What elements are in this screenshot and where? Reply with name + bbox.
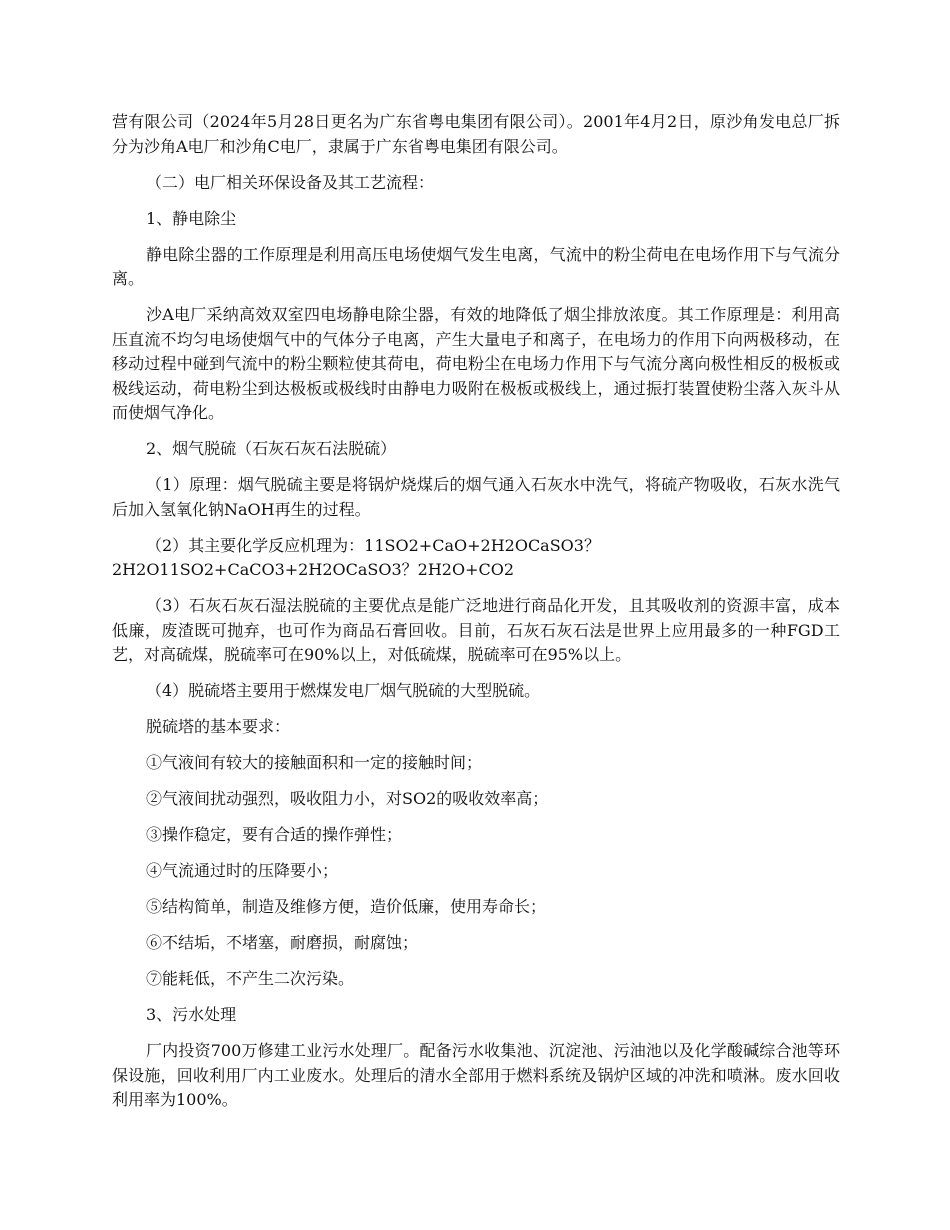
list-item: ③操作稳定，要有合适的操作弹性； <box>146 825 403 844</box>
paragraph-tower-requirements-heading: 脱硫塔的基本要求： <box>146 717 291 736</box>
subheading-electrostatic-dust: 1、静电除尘 <box>146 208 237 228</box>
list-item: ④气流通过时的压降要小； <box>146 861 339 880</box>
section-heading-env-equipment: （二）电厂相关环保设备及其工艺流程： <box>146 172 435 192</box>
paragraph-wastewater-detail: 厂内投资700万修建工业污水处理厂。配备污水收集池、沉淀池、污油池以及化学酸碱综合池等环保设施，回收利用厂内工业废水。处理后的清水全部用于燃料系统及锅炉区域的冲洗和喷淋。废水回收利用率为100%。 <box>112 1041 840 1109</box>
subheading-flue-gas-desulfurization: 2、烟气脱硫（石灰石灰石法脱硫） <box>146 439 397 458</box>
reaction-line-1: （2）其主要化学反应机理为：11SO2+CaO+2H2OCaSO3？ <box>146 535 600 555</box>
document-page <box>112 110 840 1124</box>
list-item: ⑦能耗低，不产生二次污染。 <box>146 969 355 988</box>
paragraph-fgd-reaction <box>112 534 840 559</box>
paragraph-esp-detail: 沙A电厂采纳高效双室四电场静电除尘器，有效的地降低了烟尘排放浓度。其工作原理是：利用高压直流不均匀电场使烟气中的气体分子电离，产生大量电子和离子，在电场力的作用下向两极移动，在移动过程中碰到气流中的粉尘颗粒使其荷电，荷电粉尘在电场力作用下与气流分离向极性相反的极板或极线运动，荷电粉尘到达极板或极线时由静电力吸附在极板或极线上，通过振打装置使粉尘落入灰斗从而使烟气净化。 <box>112 305 840 422</box>
list-item: ①气液间有较大的接触面积和一定的接触时间； <box>146 753 483 772</box>
list-item: ⑤结构简单，制造及维修方便，造价低廉，使用寿命长； <box>146 897 547 916</box>
paragraph-fgd-principle: （1）原理：烟气脱硫主要是将锅炉烧煤后的烟气通入石灰水中洗气，将硫产物吸收，石灰水洗气后加入氢氧化钠NaOH再生的过程。 <box>112 475 840 519</box>
paragraph-fgd-advantages: （3）石灰石灰石湿法脱硫的主要优点是能广泛地进行商品化开发，且其吸收剂的资源丰富，成本低廉，废渣既可抛弃，也可作为商品石膏回收。目前，石灰石灰石法是世界上应用最多的一种FGD工艺，对高硫煤，脱硫率可在90%以上，对低硫煤，脱硫率可在95%以上。 <box>112 596 840 664</box>
paragraph-company-history: 营有限公司（2024年5月28日更名为广东省粤电集团有限公司）。2001年4月2日，原沙角发电总厂拆分为沙角A电厂和沙角C电厂，隶属于广东省粤电集团有限公司。 <box>112 112 840 156</box>
subheading-wastewater: 3、污水处理 <box>146 1005 237 1024</box>
paragraph-tower-usage: （4）脱硫塔主要用于燃煤发电厂烟气脱硫的大型脱硫。 <box>146 681 541 700</box>
list-item: ②气液间扰动强烈，吸收阻力小，对SO2的吸收效率高； <box>146 789 549 808</box>
paragraph-esp-principle: 静电除尘器的工作原理是利用高压电场使烟气发生电离，气流中的粉尘荷电在电场作用下与气流分离。 <box>112 244 840 288</box>
paragraph-fgd-reaction-cont: 2H2O11SO2+CaCO3+2H2OCaSO3？2H2O+CO2 <box>112 560 515 579</box>
list-item: ⑥不结垢，不堵塞，耐磨损，耐腐蚀； <box>146 933 419 952</box>
